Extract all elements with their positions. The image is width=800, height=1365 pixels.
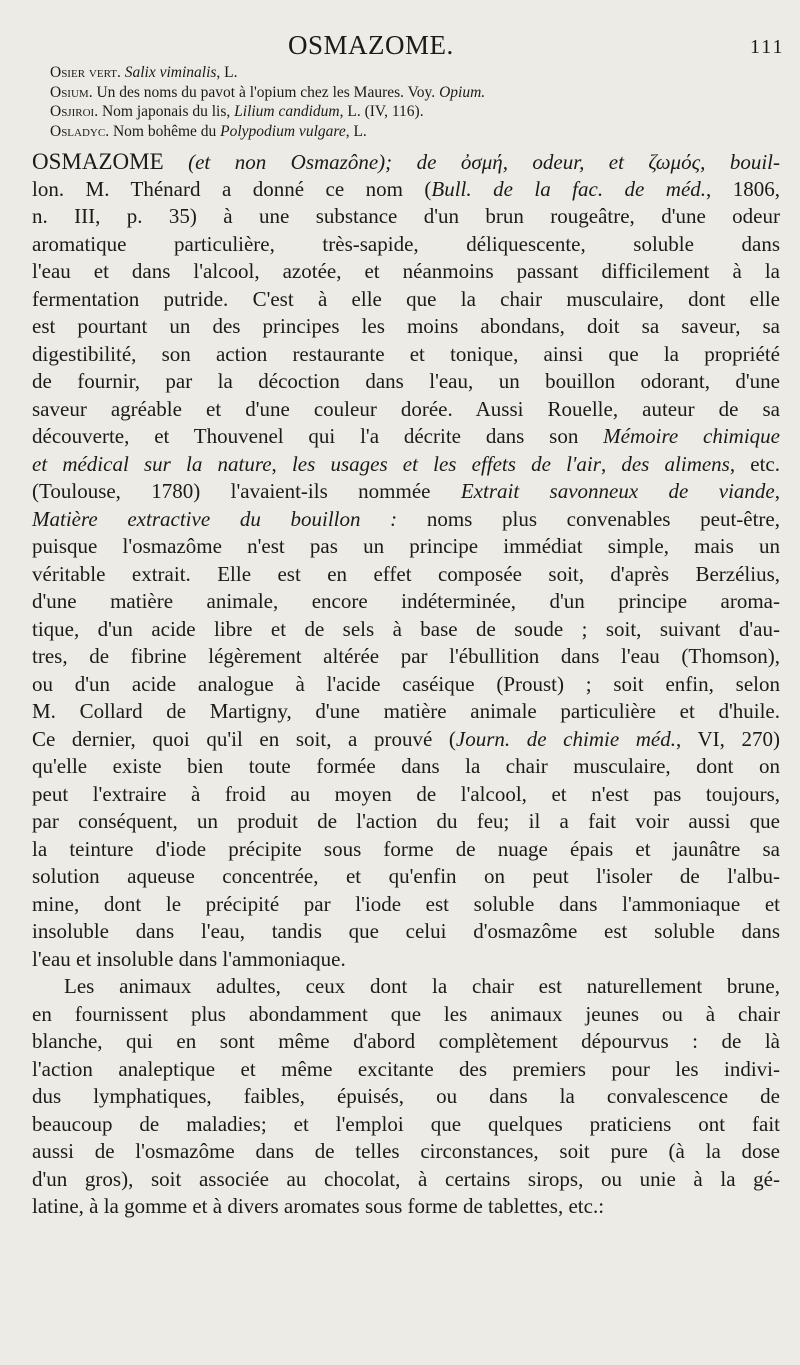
text-line [32,258,780,286]
text: aromatique particulière, très-sapide, déliquescente, soluble dans [32,231,780,256]
entry-text: , L. (IV, 116). [339,103,424,120]
text: est pourtant un des principes les moins abondans, doit sa saveur, sa [32,314,780,338]
text-line [32,1001,780,1029]
text-line [32,836,780,864]
text-line [32,368,780,396]
text: saveur agréable et d'une couleur dorée. Aussi Rouelle, auteur de sa [32,396,780,421]
main-article [32,148,780,1221]
entry-line [50,83,780,103]
italic-text: Matière extractive du bouillon : [32,506,398,531]
text: peut l'extraire à froid au moyen de l'alcool, et n'est pas toujours, [32,781,780,806]
text-line [32,1111,780,1139]
text: , [600,451,622,476]
running-title: OSMAZOME. [288,30,454,60]
text: tres, de fibrine légèrement altérée par l'ébullition dans l'eau (Thomson), [32,644,780,668]
dictionary-entries [50,63,780,141]
text: insoluble dans l'eau, tandis que celui d'osmazôme est soluble dans [32,919,780,943]
text: ou d'un acide analogue à l'acide caséique (Proust) ; soit enfin, selon [32,671,780,696]
text: mine, dont le précipité par l'iode est soluble dans l'ammoniaque et [32,891,780,916]
text-line [32,533,780,561]
italic-text: des alimens [621,451,730,476]
text: noms plus convenables peut-être, [397,506,780,531]
italic-text: les usages et les effets de l'air [291,451,601,476]
text-line [32,423,780,451]
entry-italic-text: Salix viminalis [124,64,217,81]
text-line [32,341,780,369]
running-head [0,30,800,62]
text: M. Collard de Martigny, d'une matière animale particulière et d'huile. [32,699,780,723]
italic-text: Bull. de la fac. de méd. [431,176,707,201]
entry-text: Un des noms du pavot à l'opium chez les Maures. Voy. [92,83,440,101]
text: puisque l'osmazôme n'est pas un principe immédiat simple, mais un [32,534,780,558]
text-line [32,1056,780,1084]
text-line [32,918,780,946]
entry-term: Osjiroi. [50,103,99,120]
text-line [32,148,780,176]
text-line [32,781,780,809]
text: la teinture d'iode précipite sous forme de nuage épais et jaunâtre sa [32,836,780,861]
text: beaucoup de maladies; et l'emploi que quelques praticiens ont fait [32,1111,780,1136]
entry-italic-text: Lilium candidum [234,103,340,120]
text: dus lymphatiques, faibles, épuisés, ou dans la convalescence de [32,1084,780,1108]
text-line [32,231,780,259]
text-line [32,1193,780,1221]
entry-italic-text: Opium. [439,83,486,101]
text-line [32,451,780,479]
text: OSMAZOME [32,149,164,174]
italic-text: Journ. de chimie méd. [455,726,677,751]
text: Ce dernier, quoi qu'il en soit, a prouvé ( [32,726,456,751]
text: découverte, et Thouvenel qui l'a décrite dans son [32,424,604,448]
text: blanche, qui en sont même d'abord complètement dépourvus : de là [32,1029,780,1053]
text: véritable extrait. Elle est en effet composée soit, d'après Berzélius, [32,561,780,586]
paragraph [32,973,780,1221]
text: d'une matière animale, encore indéterminée, d'un principe aroma- [32,589,780,613]
text: , [774,479,780,503]
text: de fournir, par la décoction dans l'eau, un bouillon odorant, d'une [32,369,780,393]
text: , [271,451,292,476]
text: qu'elle existe bien toute formée dans la chair musculaire, dont on [32,754,780,778]
text-line [32,808,780,836]
text-line [32,313,780,341]
text-line [32,891,780,919]
text: en fournissent plus abondamment que les animaux jeunes ou à chair [32,1001,780,1026]
text-line [32,946,780,974]
entry-text: , L. [345,122,367,140]
text: latine, à la gomme et à divers aromates sous forme de tablettes, etc.: [32,1194,605,1218]
text: Les animaux adultes, ceux dont la chair est naturellement brune, [64,974,780,998]
italic-text: (et non Osmazône); de ὀσμή, odeur, et ζωμός, bouil- [163,150,780,174]
text-line [32,753,780,781]
paragraph [32,148,780,973]
text: l'eau et dans l'alcool, azotée, et néanmoins passant difficilement à la [32,259,780,283]
entry-line [50,63,780,83]
entry-italic-text: Polypodium vulgare [220,122,346,140]
italic-text: et médical sur la nature [32,451,272,476]
entry-line [50,102,780,122]
text-line [32,698,780,726]
text: , VI, 270) [676,726,781,751]
text-line [32,561,780,589]
text-line [32,616,780,644]
text: solution aqueuse concentrée, et qu'enfin on peut l'isoler de l'albu- [32,864,780,888]
text-line [32,671,780,699]
text-line [32,1166,780,1194]
text-line [32,286,780,314]
text: , etc. [729,451,781,476]
text: aussi de l'osmazôme dans de telles circonstances, soit pure (à la dose [32,1139,780,1163]
entry-term: Osladyc. [50,122,110,140]
text: l'eau et insoluble dans l'ammoniaque. [32,946,346,971]
text-line [32,643,780,671]
text: , 1806, [706,176,781,201]
text-line [32,863,780,891]
entry-term: Osium. [50,83,93,101]
text: fermentation putride. C'est à elle que la chair musculaire, dont elle [32,286,780,311]
text: l'action analeptique et même excitante des premiers pour les indivi- [32,1056,780,1081]
text-line [32,478,780,506]
text-line [32,1138,780,1166]
text-line [32,176,780,204]
entry-term: Osier vert. [50,64,121,81]
entry-text: , L. [216,64,238,81]
text-line [32,1028,780,1056]
text-line [32,203,780,231]
text: digestibilité, son action restaurante et tonique, ainsi que la propriété [32,341,780,366]
entry-text: Nom bohême du [109,122,221,140]
text: d'un gros), soit associée au chocolat, à certains sirops, ou unie à la gé- [32,1166,780,1191]
entry-line [50,122,780,142]
text-line [32,973,780,1001]
entry-text: Nom japonais du lis, [98,103,235,120]
text: (Toulouse, 1780) l'avaient-ils nommée [32,479,461,503]
text-line [32,588,780,616]
text: tique, d'un acide libre et de sels à base de soude ; soit, suivant d'au- [32,616,780,641]
text-line [32,1083,780,1111]
text-line [32,726,780,754]
text: lon. M. Thénard a donné ce nom ( [32,176,432,201]
text-line [32,396,780,424]
text-line [32,506,780,534]
italic-text: Mémoire chimique [603,424,780,448]
text: n. III, p. 35) à une substance d'un brun rougeâtre, d'une odeur [32,204,780,228]
text: par conséquent, un produit de l'action du feu; il a fait voir aussi que [32,809,780,833]
italic-text: Extrait savonneux de viande [460,479,775,503]
page-number: 111 [750,36,785,58]
